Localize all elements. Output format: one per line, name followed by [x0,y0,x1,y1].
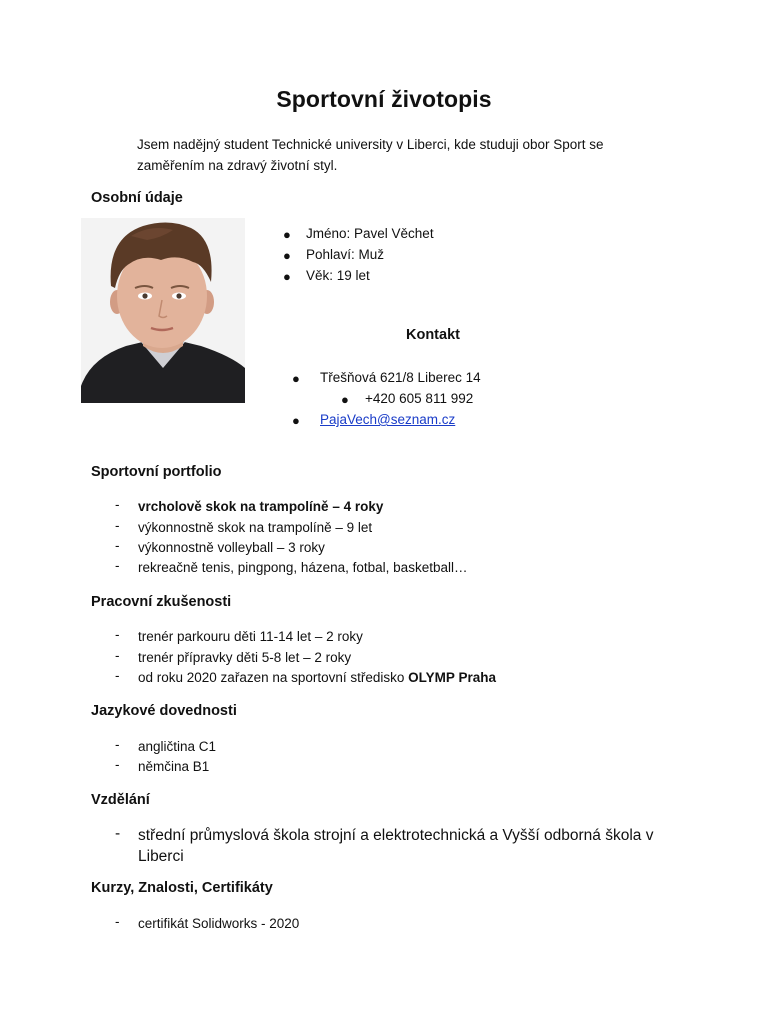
personal-heading: Osobní údaje [91,190,183,206]
language-item: němčina B1 [138,759,210,774]
contact-phone: +420 605 811 992 [365,391,474,406]
work-item: trenér parkouru děti 11-14 let – 2 roky [138,629,363,644]
portfolio-heading: Sportovní portfolio [91,464,222,480]
education-heading: Vzdělání [91,792,150,808]
bullet-icon: ● [283,269,291,284]
dash-marker: - [115,757,120,772]
contact-email-link[interactable]: PajaVech@seznam.cz [320,412,456,427]
personal-age: Věk: 19 let [306,268,370,283]
personal-name: Jméno: Pavel Věchet [306,226,434,241]
work-item-bold: OLYMP Praha [408,670,496,685]
dash-marker: - [115,497,120,512]
languages-heading: Jazykové dovednosti [91,703,237,719]
work-heading: Pracovní zkušenosti [91,594,232,610]
intro-paragraph: Jsem nadějný student Technické university v Liberci, kde studuji obor Sport se zaměřením na zdravý životní styl. [137,137,604,173]
work-item: trenér přípravky děti 5-8 let – 2 roky [138,650,352,665]
portfolio-item: vrcholově skok na trampolíně – 4 roky [138,499,384,514]
contact-heading: Kontakt [406,327,460,343]
work-item [138,668,496,688]
portrait-image [81,218,245,403]
portfolio-item: výkonnostně volleyball – 3 roky [138,540,325,555]
bullet-icon: ● [292,413,300,428]
courses-heading: Kurzy, Znalosti, Certifikáty [91,880,273,896]
portfolio-item: výkonnostně skok na trampolíně – 9 let [138,520,373,535]
profile-photo [81,218,245,403]
bullet-icon: ● [283,227,291,242]
bullet-icon: ● [292,371,300,386]
course-item: certifikát Solidworks - 2020 [138,916,300,931]
dash-marker: - [115,825,121,842]
personal-gender: Pohlaví: Muž [306,247,385,262]
bullet-icon: ● [283,248,291,263]
dash-marker: - [115,518,120,533]
work-item-text: od roku 2020 zařazen na sportovní středisko [138,670,409,685]
dash-marker: - [115,538,120,553]
dash-marker: - [115,737,120,752]
portfolio-item: rekreačně tenis, pingpong, házena, fotbal, basketball… [138,560,468,575]
page-title: Sportovní životopis [276,86,492,112]
dash-marker: - [115,914,120,929]
dash-marker: - [115,668,120,683]
education-item: střední průmyslová škola strojní a elektrotechnická a Vyšší odborná škola v Liberci [138,827,654,865]
contact-address: Třešňová 621/8 Liberec 14 [320,370,481,385]
dash-marker: - [115,627,120,642]
language-item: angličtina C1 [138,739,217,754]
dash-marker: - [115,558,120,573]
dash-marker: - [115,648,120,663]
bullet-icon: ● [341,392,349,407]
